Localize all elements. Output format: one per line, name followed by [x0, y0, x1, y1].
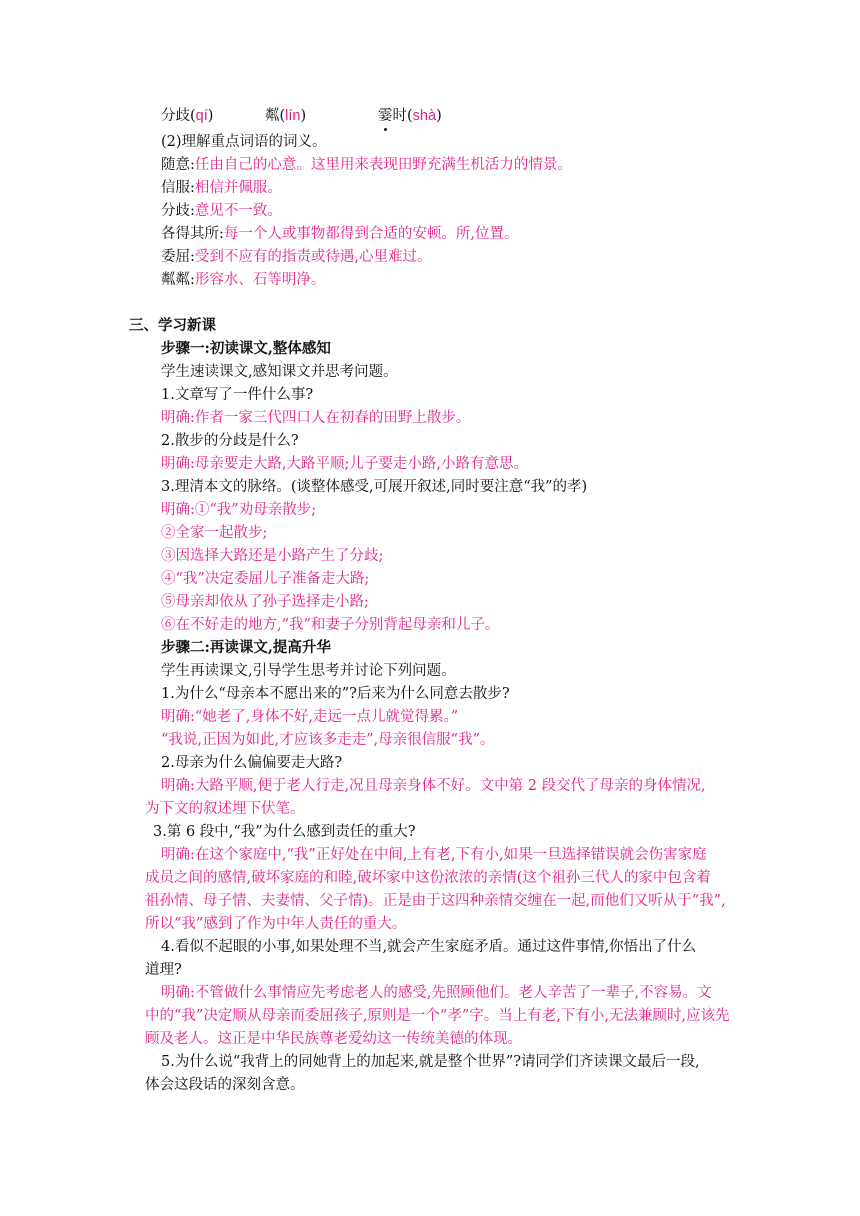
pinyin-paren: ) — [207, 108, 214, 124]
question-line: 5.为什么说“我背上的同她背上的加起来,就是整个世界”?请同学们齐读课文最后一段, — [161, 1054, 700, 1070]
vocab-item — [161, 270, 325, 290]
vocab-term: 各得其所: — [161, 226, 224, 242]
vocab-definition: 每一个人或事物都得到合适的安顿。所,位置。 — [223, 226, 519, 242]
pinyin-word: 时( — [392, 108, 413, 124]
vocab-term: 委屈: — [161, 249, 195, 265]
answer-line: 成员之间的感情,破坏家庭的和睦,破坏家中这份浓浓的亲情(这个祖孙三代人的家中包含着 — [145, 870, 711, 886]
step2-intro: 学生再读课文,引导学生思考并讨论下列问题。 — [161, 663, 456, 679]
vocab-term: 粼粼: — [161, 272, 195, 288]
pinyin-word: 粼( — [265, 108, 286, 124]
answer-line: 顾及老人。这正是中华民族尊老爱幼这一传统美德的体现。 — [145, 1031, 522, 1047]
vocab-definition: 形容水、石等明净。 — [194, 272, 326, 288]
vocab-term: 随意: — [161, 157, 195, 173]
answer-line: 为下文的叙述埋下伏笔。 — [145, 801, 305, 817]
vocab-item — [161, 178, 282, 198]
answer-line: 明确:“她老了,身体不好,走远一点儿就觉得累。” — [161, 709, 459, 725]
vocab-item — [161, 155, 572, 175]
vocab-definition: 相信并佩服。 — [194, 180, 282, 196]
answer-line: ②全家一起散步; — [161, 525, 268, 541]
question-line: 道理? — [145, 962, 182, 978]
emphasis-dot-char: 霎 — [378, 108, 393, 124]
pinyin-paren: ) — [300, 108, 307, 124]
pinyin-item-lin — [265, 106, 306, 126]
vocab-definition: 任由自己的心意。这里用来表现田野充满生机活力的情景。 — [194, 157, 572, 173]
pinyin-text: qí — [195, 108, 208, 124]
pinyin-item-shashi — [378, 106, 442, 126]
answer-line: 明确:不管做什么事情应先考虑老人的感受,先照顾他们。老人辛苦了一辈子,不容易。文 — [161, 985, 712, 1001]
answer-line: ④“我”决定委屈儿子准备走大路; — [161, 571, 370, 587]
question: 2.散步的分歧是什么? — [161, 433, 299, 449]
answer-line: 明确:①“我”劝母亲散步; — [161, 502, 317, 518]
section-title: 三、学习新课 — [129, 317, 216, 334]
vocab-definition: 意见不一致。 — [194, 203, 282, 219]
step1-title: 步骤一:初读课文,整体感知 — [161, 340, 331, 357]
answer-line: ⑤母亲却依从了孙子选择走小路; — [161, 594, 369, 610]
answer-line: ③因选择大路还是小路产生了分歧; — [161, 548, 384, 564]
vocab-term: 分歧: — [161, 203, 195, 219]
question-line: 4.看似不起眼的小事,如果处理不当,就会产生家庭矛盾。通过这件事情,你悟出了什么 — [161, 939, 697, 955]
answer-line: 中的“我”决定顺从母亲而委屈孩子,原则是一个“孝”字。当上有老,下有小,无法兼顾时,应该先 — [145, 1008, 730, 1024]
answer: 明确:母亲要走大路,大路平顺;儿子要走小路,小路有意思。 — [161, 456, 528, 472]
question: 3.第 6 段中,“我”为什么感到责任的重大? — [153, 824, 416, 840]
answer-line: “我说,正因为如此,才应该多走走”,母亲很信服“我”。 — [161, 732, 495, 748]
vocab-term: 信服: — [161, 180, 195, 196]
question: 1.文章写了一件什么事? — [161, 387, 314, 403]
answer-line: ⑥在不好走的地方,“我”和妻子分别背起母亲和儿子。 — [161, 617, 500, 633]
question: 1.为什么“母亲本不愿出来的”?后来为什么同意去散步? — [161, 686, 510, 702]
vocab-item — [161, 201, 282, 221]
step1-intro: 学生速读课文,感知课文并思考问题。 — [161, 364, 398, 380]
pinyin-paren: ) — [436, 108, 442, 124]
pinyin-word: 分歧( — [161, 108, 196, 124]
pinyin-item-fenqi — [161, 106, 213, 126]
step2-title: 步骤二:再读课文,提高升华 — [161, 639, 331, 656]
answer-line: 所以“我”感到了作为中年人责任的重大。 — [145, 916, 407, 932]
answer-line: 明确:大路平顺,便于老人行走,况且母亲身体不好。文中第 2 段交代了母亲的身体情况, — [161, 778, 706, 794]
vocab-heading: (2)理解重点词语的词义。 — [161, 134, 327, 150]
vocab-item — [161, 247, 432, 267]
answer-line: 祖孙情、母子情、夫妻情、父子情)。正是由于这四种亲情交缠在一起,而他们又听从于“我”, — [145, 893, 726, 909]
answer-line: 明确:在这个家庭中,“我”正好处在中间,上有老,下有小,如果一旦选择错误就会伤害家庭 — [161, 847, 707, 863]
question-line: 体会这段话的深刻含意。 — [145, 1077, 305, 1093]
vocab-item — [161, 224, 519, 244]
vocab-definition: 受到不应有的指责或待遇,心里难过。 — [194, 249, 432, 265]
answer: 明确:作者一家三代四口人在初春的田野上散步。 — [161, 410, 471, 426]
question: 3.理清本文的脉络。(谈整体感受,可展开叙述,同时要注意“我”的孝) — [161, 479, 588, 495]
question: 2.母亲为什么偏偏要走大路? — [161, 755, 343, 771]
pinyin-text: lín — [285, 108, 301, 124]
pinyin-text: shà — [412, 108, 437, 124]
